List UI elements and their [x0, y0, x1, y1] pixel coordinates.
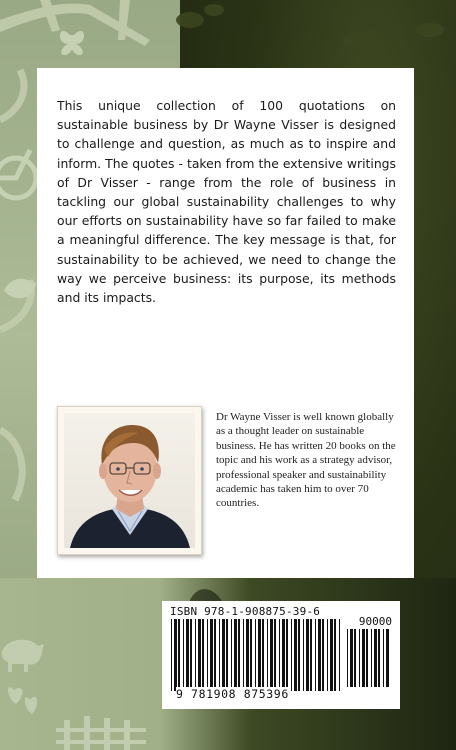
barcode-bar	[279, 619, 280, 691]
barcode-bar	[339, 619, 340, 691]
barcode-bar	[270, 619, 273, 691]
author-photo-frame	[57, 406, 202, 555]
barcode-bar	[243, 619, 244, 691]
isbn-label: ISBN 978-1-908875-39-6	[170, 605, 321, 618]
description-panel	[37, 68, 414, 578]
fence-silhouette	[56, 716, 146, 750]
barcode-bar	[171, 619, 172, 691]
barcode-bar	[174, 619, 177, 691]
barcode-bar	[190, 619, 192, 691]
barcode-bar	[183, 619, 184, 691]
isbn-barcode	[162, 601, 400, 709]
barcode-bar	[291, 619, 292, 691]
barcode-bar	[303, 619, 304, 691]
butterfly-silhouette	[60, 31, 84, 55]
pig-silhouette	[2, 640, 44, 672]
barcode-bar	[267, 619, 268, 691]
barcode-bar	[178, 619, 180, 691]
book-blurb: This unique collection of 100 quotations on sustainable business by Dr Wayne Visser is designed to challenge and question, as much as to inspire and inform. The quotes - taken from the extensive writings of Dr Visser - range from the role of business in tackling our global sustainability challenges to why our efforts on sustainability have so far failed to make a meaningful difference. The key message is that, for sustainability to be achieved, we need to change the way we perceive business: its purpose, its methods and its impacts.	[57, 98, 396, 306]
barcode-bar	[374, 629, 377, 687]
leaf-silhouette	[176, 4, 444, 49]
barcode-bar	[298, 619, 300, 691]
barcode-bar	[255, 619, 256, 691]
barcode-bar	[378, 629, 380, 687]
barcode-bar	[366, 629, 368, 687]
barcode-bar	[310, 619, 312, 691]
barcode-bar	[294, 619, 297, 691]
barcode-bar	[286, 619, 288, 691]
barcode-bar	[350, 629, 353, 687]
barcode-bar	[262, 619, 264, 691]
barcode-bar	[322, 619, 324, 691]
barcode-bar	[354, 629, 356, 687]
barcode-bar	[250, 619, 252, 691]
barcode-bar	[386, 629, 389, 687]
barcode-bar	[186, 619, 189, 691]
barcode-bar	[306, 619, 309, 691]
barcode-bar	[330, 619, 333, 691]
bicycle-silhouette	[0, 150, 36, 198]
barcode-bar	[195, 619, 196, 691]
ean-barcode-bars	[170, 619, 342, 691]
barcode-bar	[318, 619, 321, 691]
barcode-bar	[246, 619, 249, 691]
barcode-bar	[210, 619, 213, 691]
barcode-bar	[334, 619, 336, 691]
barcode-bar	[274, 619, 276, 691]
barcode-bar	[219, 619, 220, 691]
barcode-bar	[258, 619, 261, 691]
ean-number: 9 781908 875396	[176, 687, 289, 701]
barcode-bar	[198, 619, 201, 691]
barcode-bar	[214, 619, 216, 691]
author-photo	[64, 413, 195, 548]
leaf-silhouette-bottom	[8, 687, 37, 714]
barcode-bar	[282, 619, 285, 691]
barcode-bar	[226, 619, 228, 691]
addon-barcode-bars	[346, 629, 392, 687]
author-portrait	[64, 413, 195, 548]
barcode-bar	[234, 619, 237, 691]
price-code: 90000	[358, 615, 392, 628]
barcode-bar	[231, 619, 232, 691]
barcode-bar	[327, 619, 328, 691]
author-bio: Dr Wayne Visser is well known globally as a thought leader on sustainable business. He has written 20 books on the topic and his work as a strategy advisor, professional speaker and sustainability academic has taken him to over 70 countries.	[216, 411, 396, 510]
barcode-bar	[238, 619, 240, 691]
barcode-bar	[315, 619, 316, 691]
barcode-bar	[222, 619, 225, 691]
barcode-bar	[347, 629, 348, 687]
barcode-bar	[207, 619, 208, 691]
barcode-bar	[359, 629, 360, 687]
barcode-bar	[362, 629, 365, 687]
barcode-bar	[371, 629, 372, 687]
barcode-bar	[202, 619, 204, 691]
barcode-bar	[383, 629, 384, 687]
